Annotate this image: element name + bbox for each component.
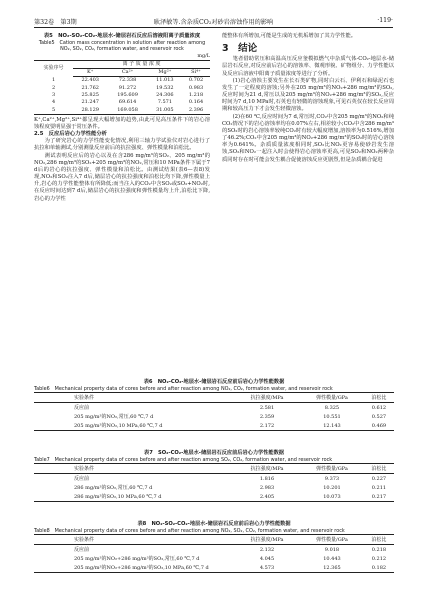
table6-block <box>34 379 394 431</box>
table-row <box>34 92 210 99</box>
table6 <box>34 392 394 431</box>
table-row <box>34 99 210 106</box>
table7-col-header: 实验条件 <box>34 464 234 474</box>
table6-col-header: 抗拉强度/MPa <box>234 393 300 403</box>
paragraph: 测试表明反应后的岩心以及在含286 mg/m³的SO₂、205 mg/m³的NO₂,286 mg/m³的SO₂+205 mg/m³的NO₂,常压和10 MPa条件下属于7 d后的岩心的抗拉强度、弹性模量和泊松比。由测试结果(表6—表8)发现,NO₂和SO₂注入7 d后,储层岩心的抗拉强度和泊松比均下降,弹性模量上升,岩心的力学性能整体有所降低;而当注入的CO₂中含SO₂或SO₂+NO₂时,在反应时间达到7 d后,储层岩心的抗拉强度和弹性模量均上升,泊松比下降,岩心的力学性 <box>34 152 210 202</box>
table6-col-header: 实验条件 <box>34 393 234 403</box>
table-cell: 2.983 <box>259 484 275 491</box>
table-cell: 0.702 <box>188 77 204 84</box>
left-column <box>34 33 210 203</box>
table-cell: 3 <box>51 91 56 98</box>
table-cell: 4.573 <box>259 564 275 571</box>
page-number: ·119· <box>377 17 393 24</box>
table8-col-header: 弹性模量/GPa <box>300 535 364 545</box>
table-cell: 72.338 <box>118 77 137 84</box>
table-row <box>34 85 210 92</box>
table-cell: 0.211 <box>371 484 387 491</box>
table-cell: 2.359 <box>259 413 275 420</box>
table-row <box>34 545 394 555</box>
table-cell: 5 <box>51 106 56 113</box>
table-cell: 8.325 <box>324 404 340 411</box>
table-cell: 7.571 <box>157 99 173 106</box>
paragraph: 笔者借助常压和高温高压反应釜模拟燃气中杂质气体-CO₂-地层水-储层岩石反应,对反应前后岩心的溶蚀率、微观形貌、矿物组分、力学性能以及反应后溶液中阳离子质量浓度等进行了分析。 <box>222 56 394 77</box>
table-cell: 1.218 <box>188 91 204 98</box>
table-row <box>34 107 210 115</box>
table-cell: 205 mg/m³的NO₂,常压,60 ℃,7 d <box>74 414 154 420</box>
table-cell: 10.073 <box>323 493 341 500</box>
table-cell: 205 mg/m³的NO₂+286 mg/m³的SO₂,常压,60 ℃,7 d <box>74 556 200 562</box>
table7-col-header: 泊松比 <box>364 464 394 474</box>
table-cell: 反应前 <box>74 547 90 553</box>
table7-caption-en: Table7 Mechanical property data of cores before and after reaction among SO₂, CO₂, formation water, and reservoir rock <box>34 456 333 463</box>
table-cell: 0.218 <box>371 546 387 553</box>
table-cell: 0.983 <box>188 84 204 91</box>
section-heading-2-5: 2.5 反应后岩心力学性能分析 <box>34 131 107 138</box>
table-cell: 169.058 <box>117 106 138 113</box>
right-column <box>222 33 394 164</box>
table-cell: 4.045 <box>259 555 275 562</box>
table7 <box>34 463 394 502</box>
table-cell: 0.182 <box>371 564 387 571</box>
table-cell: 2.405 <box>259 493 275 500</box>
table-cell: 69.614 <box>118 99 137 106</box>
table-cell: 21.247 <box>81 99 99 106</box>
table-row <box>34 492 394 502</box>
table-cell: 反应前 <box>74 405 90 411</box>
table-cell: 1.816 <box>259 475 275 482</box>
table-cell: 2.132 <box>259 546 275 553</box>
table-cell: 0.212 <box>371 555 387 562</box>
running-title: 耿泽敏等.含杂质CO₂对砂岩溶蚀作用的影响 <box>153 19 274 26</box>
paragraph: 能整体有所增加,可能是生成的无机垢增加了其力学性能。 <box>222 33 357 39</box>
table6-caption-en: Table6 Mechanical property data of cores before and after reaction among NO₂, CO₂, formation water, and reservoir rock <box>34 385 333 392</box>
table-cell: 25.825 <box>81 91 99 98</box>
table6-col-header: 泊松比 <box>364 393 394 403</box>
table-cell: 0.164 <box>188 99 204 106</box>
table8-col-header: 抗拉强度/MPa <box>234 535 300 545</box>
table-row <box>34 412 394 421</box>
table-cell: 0.227 <box>371 475 387 482</box>
table5-col-group: 离 子 质 量 浓 度 <box>73 60 210 68</box>
table-cell: 0.469 <box>371 422 387 429</box>
table8-caption-en: Table8 Mechanical property data of cores before and after reaction among NO₂, SO₂, CO₂, formation water, and reservoir rock <box>34 527 345 534</box>
table-cell: 0.217 <box>371 493 387 500</box>
table-row <box>34 563 394 573</box>
table7-col-header: 弹性模量/GPa <box>300 464 364 474</box>
table-cell: 21.762 <box>81 84 99 91</box>
table-cell: 91.272 <box>118 84 137 91</box>
table-cell: 28.129 <box>81 106 99 113</box>
table8-block <box>34 521 394 573</box>
table5-col-header: Ca²⁺ <box>107 69 147 77</box>
table-cell: 286 mg/m³的SO₂,10 MPa,60 ℃,7 d <box>74 494 162 500</box>
table8-col-header: 泊松比 <box>364 535 394 545</box>
table8-caption-cn: 表8 NO₂-SO₂-CO₂-地层水-储层岩石反应前后岩心力学性能数据 <box>137 521 291 527</box>
table-cell: 2.396 <box>188 106 204 113</box>
table-cell: 11.013 <box>156 77 174 84</box>
table6-caption-cn: 表6 NO₂-CO₂-地层水-储层岩石反应前后岩心力学性能数据 <box>143 379 285 385</box>
table-cell: 12.143 <box>323 422 341 429</box>
table7-col-header: 抗拉强度/MPa <box>234 464 300 474</box>
table-cell: 10.201 <box>323 484 341 491</box>
table-row <box>34 483 394 492</box>
table-row <box>34 403 394 413</box>
table-cell: 12.365 <box>323 564 341 571</box>
table-cell: 24.306 <box>156 91 174 98</box>
table8 <box>34 534 394 573</box>
table-cell: 10.551 <box>323 413 341 420</box>
table-cell: 4 <box>51 99 56 106</box>
table7-block <box>34 450 394 502</box>
table-cell: 195.609 <box>117 91 138 98</box>
table-cell: 反应前 <box>74 476 90 482</box>
table-cell: 2.172 <box>259 422 275 429</box>
table-row <box>34 421 394 431</box>
table5-col-header: Mg²⁺ <box>148 69 182 77</box>
paragraph: K⁺,Ca²⁺,Mg²⁺,Si⁴⁺都呈现大幅增加的趋势,由此可见高压条件下的岩心溶蚀程度要明显强于常压条件。 <box>34 116 210 130</box>
table-cell: 286 mg/m³的SO₂,常压,60 ℃,7 d <box>74 485 153 491</box>
table-cell: 19.532 <box>156 84 174 91</box>
table5-col-header: Si⁴⁺ <box>182 69 210 77</box>
table-cell: 205 mg/m³的NO₂,10 MPa,60 ℃,7 d <box>74 423 163 429</box>
table-cell: 22.403 <box>81 77 99 84</box>
table5-caption-cn: 表5 NO₂-SO₂-CO₂-地层水-储层岩石反应后溶液阳离子质量浓度 <box>43 33 201 39</box>
section-heading-conclusion: 3 结论 <box>222 43 258 55</box>
paragraph: (2)在60 ℃,反应时间为7 d,常压时,CO₂中含205 mg/m³的NO₂和纯CO₂情况下的岩心溶蚀率均在0.07%左右,相差较小;CO₂中含286 mg/m³的SO₂时的岩心溶蚀率较纯CO₂时有较大幅度增加,溶蚀率为0.516%,增加了46.2%;CO₂中含205 mg/m³的NO₂+286 mg/m³的SO₂时的岩心溶蚀率为0.641%。杂质质量浓度相同时,SO₂比NO₂更容易使砂岩发生溶蚀,SO₂和NO₂一起注入时会使得岩心溶蚀率更高,可见SO₂和NO₂两种杂质同时存在时可能会发生耦合促使溶蚀反应更剧烈,但是杂质耦合促进 <box>222 113 394 163</box>
table5-col-header: K⁺ <box>73 69 107 77</box>
paragraph: 为了研究岩心的力学性能变化情况,利用三轴力学试验仪对岩心进行了抗拉和单轴测试,分别测量反应前后的抗拉强度、弹性模量和泊松比。 <box>34 138 210 152</box>
table-cell: 10.443 <box>323 555 341 562</box>
table5 <box>34 60 210 115</box>
table-row <box>34 77 210 85</box>
table7-caption-cn: 表7 SO₂-CO₂-地层水-储层岩石反应前后岩心力学性能数据 <box>144 450 284 456</box>
table5-row-header: 实验序号 <box>43 65 64 72</box>
table-cell: 9.018 <box>324 546 340 553</box>
table-row <box>34 474 394 484</box>
table-cell: 31.005 <box>156 106 174 113</box>
table5-caption-en: Table5 Cation mass concentration in solution after reaction among NO₂, SO₂, CO₂, formation water, and reservoir rock <box>38 40 206 53</box>
table5-unit: mg/L <box>197 52 210 59</box>
table-row <box>34 554 394 563</box>
table6-col-header: 弹性模量/GPa <box>300 393 364 403</box>
paragraph: (1)岩心溶蚀主要发生在长石类矿物,同时白云石、伊利石和绿泥石也发生了一定程度的溶蚀;另外在205 mg/m³的NO₂+286 mg/m³的SO₂,反应时间为21 d,常压以及205 mg/m³的NO₂+286 mg/m³的SO₂,反应时间为7 d,10 MPa时,石英也有轻微的溶蚀现象,可见石英仅在较长反应周期和较高压力下才会发生轻微溶蚀。 <box>222 77 394 113</box>
journal-volume: 第32卷 第3期 <box>34 19 77 26</box>
table8-col-header: 实验条件 <box>34 535 234 545</box>
table-cell: 0.612 <box>371 404 387 411</box>
table-cell: 9.373 <box>324 475 340 482</box>
table-cell: 1 <box>51 77 56 84</box>
table-cell: 0.527 <box>371 413 387 420</box>
running-header <box>34 17 393 28</box>
table-cell: 2.581 <box>259 404 275 411</box>
table-cell: 2 <box>51 84 56 91</box>
table-cell: 205 mg/m³的NO₂+286 mg/m³的SO₂,10 MPa,60 ℃,7 d <box>74 565 209 571</box>
